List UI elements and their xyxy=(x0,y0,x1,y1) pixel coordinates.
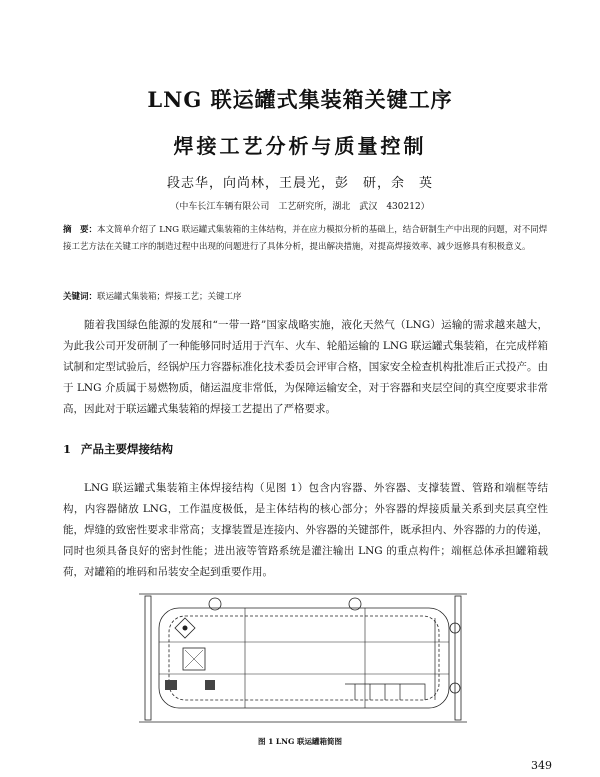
affiliation: （中车长江车辆有限公司 工艺研究所，湖北 武汉 430212） xyxy=(170,202,430,212)
paper-title-line2: 焊接工艺分析与质量控制 xyxy=(173,134,427,158)
placard xyxy=(165,680,177,690)
keywords xyxy=(63,290,549,302)
section-title: 产品主要焊接结构 xyxy=(81,442,173,456)
section-heading xyxy=(63,441,173,457)
keywords-label: 关键词： xyxy=(63,292,98,302)
section-paragraph: LNG 联运罐式集装箱主体焊接结构（见图 1）包含内容器、外容器、支撑装置、管路和端框等结构，内容器储放 LNG，工作温度极低，是主体结构的核心部分；外容器的焊接质量关系到夹层真空性能，焊缝的致密性要求非常高；支撑装置是连接内、外容器的关键部件，既承担内、外容器的力的传递，同时也须具备良好的密封性能；进出液等管路系统是灌注输出 LNG 的重点构件；端框总体承担罐箱载荷，对罐箱的堆码和吊装安全起到重要作用。 xyxy=(63,482,548,578)
placard xyxy=(205,680,215,690)
outer-vessel xyxy=(159,608,449,708)
abstract-text: 本文简单介绍了 LNG 联运罐式集装箱的主体结构，并在应力模拟分析的基础上，结合研制生产中出现的问题，对不同焊接工艺方法在关键工序的制造过程中出现的问题进行了具体分析，提出解决措施，对提高焊接效率、减少返修具有积极意义。 xyxy=(63,225,548,252)
figure-caption: 图 1 LNG 联运罐箱简图 xyxy=(257,737,343,746)
authors: 段志华，向尚林，王晨光，彭 研，余 英 xyxy=(166,176,433,191)
lng-tank-container-figure xyxy=(125,588,475,728)
left-end-frame xyxy=(145,596,151,720)
abstract xyxy=(63,222,549,256)
paper-title-line1: LNG 联运罐式集装箱关键工序 xyxy=(147,87,453,112)
right-end-frame xyxy=(455,596,461,720)
section-number: 1 xyxy=(63,442,72,456)
intro-paragraph: 随着我国绿色能源的发展和“一带一路”国家战略实施，液化天然气（LNG）运输的需求越来越大，为此我公司开发研制了一种能够同时适用于汽车、火车、轮船运输的 LNG 联运罐式集装箱，在完成样箱试制和定型试验后，经锅炉压力容器标准化技术委员会评审合格，国家安全检查机构批准后正式投产。由于 LNG 介质属于易燃物质，储运温度非常低，为保障运输安全，对于容器和夹层空间的真空度要求非常高，因此对于联运罐式集装箱的焊接工艺提出了严格要求。 xyxy=(63,319,548,415)
piping xyxy=(345,684,425,700)
keywords-text: 联运罐式集装箱；焊接工艺；关键工序 xyxy=(97,292,242,302)
abstract-label: 摘 要： xyxy=(63,225,98,235)
hazard-diamond-icon xyxy=(175,618,195,638)
page-number: 349 xyxy=(531,759,552,772)
